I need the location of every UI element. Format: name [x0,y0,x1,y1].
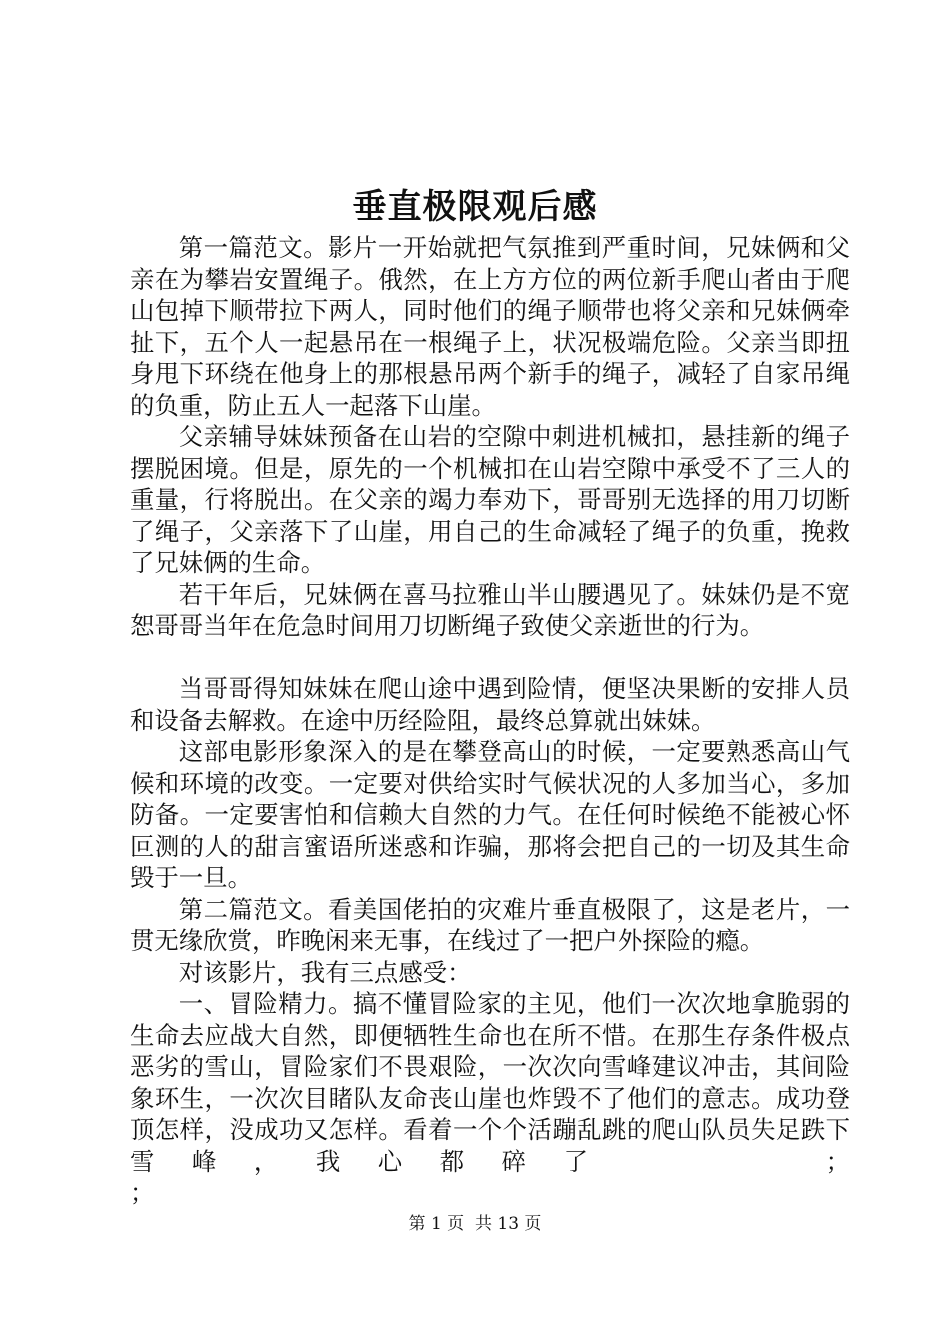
paragraph-3: 若干年后，兄妹俩在喜马拉雅山半山腰遇见了。妹妹仍是不宽恕哥哥当年在危急时间用刀切断绳子致使父亲逝世的行为。 [130,579,850,640]
paragraph-2: 父亲辅导妹妹预备在山岩的空隙中刺进机械扣，悬挂新的绳子摆脱困境。但是，原先的一个机械扣在山岩空隙中承受不了三人的重量，行将脱出。在父亲的竭力奉劝下，哥哥别无选择的用刀切断了绳子，父亲落下了山崖，用自己的生命减轻了绳子的负重，挽救了兄妹俩的生命。 [130,422,850,577]
trailing-mark-2-line [130,1177,850,1209]
page-number: 第 1 页 [408,1214,465,1234]
paragraph-6: 第二篇范文。看美国佬拍的灾难片垂直极限了，这是老片，一贯无缘欣赏，昨晚闲来无事，在线过了一把户外探险的瘾。 [130,894,850,955]
page-title: 垂直极限观后感 [352,187,598,227]
page-total: 共 13 页 [474,1214,542,1234]
paragraph-1: 第一篇范文。影片一开始就把气氛推到严重时间，兄妹俩和父亲在为攀岩安置绳子。俄然，在上方方位的两位新手爬山者由于爬山包掉下顺带拉下两人，同时他们的绳子顺带也将父亲和兄妹俩牵扯下，五个人一起悬吊在一根绳子上，状况极端危险。父亲当即扭身甩下环绕在他身上的那根悬吊两个新手的绳子，减轻了自家吊绳的负重，防止五人一起落下山崖。 [130,233,850,420]
trailing-mark-1: ； [825,1146,850,1176]
paragraph-4: 当哥哥得知妹妹在爬山途中遇到险情，便坚决果断的安排人员和设备去解救。在途中历经险阻，最终总算就出妹妹。 [130,674,850,735]
document-body [130,232,850,1209]
paragraph-7: 对该影片，我有三点感受： [178,957,472,987]
page-footer [0,1212,950,1236]
trailing-mark-2: ； [130,1178,155,1207]
paragraph-8 [130,988,850,1177]
paragraph-5: 这部电影形象深入的是在攀登高山的时候，一定要熟悉高山气候和环境的改变。一定要对供给实时气候状况的人多加当心，多加防备。一定要害怕和信赖大自然的力气。在任何时候绝不能被心怀叵测的人的甜言蜜语所迷惑和诈骗，那将会把自己的一切及其生命毁于一旦。 [130,737,850,892]
paragraph-8-text: 一、冒险精力。搞不懂冒险家的主见，他们一次次地拿脆弱的生命去应战大自然，即便牺牲生命也在所不惜。在那生存条件极点恶劣的雪山，冒险家们不畏艰险，一次次向雪峰建议冲击，其间险象环生，一次次目睹队友命丧山崖也炸毁不了他们的意志。成功登顶怎样，没成功又怎样。看着一个个活蹦乱跳的爬山队员失足跌下雪峰，我心都碎了 [130,989,850,1176]
